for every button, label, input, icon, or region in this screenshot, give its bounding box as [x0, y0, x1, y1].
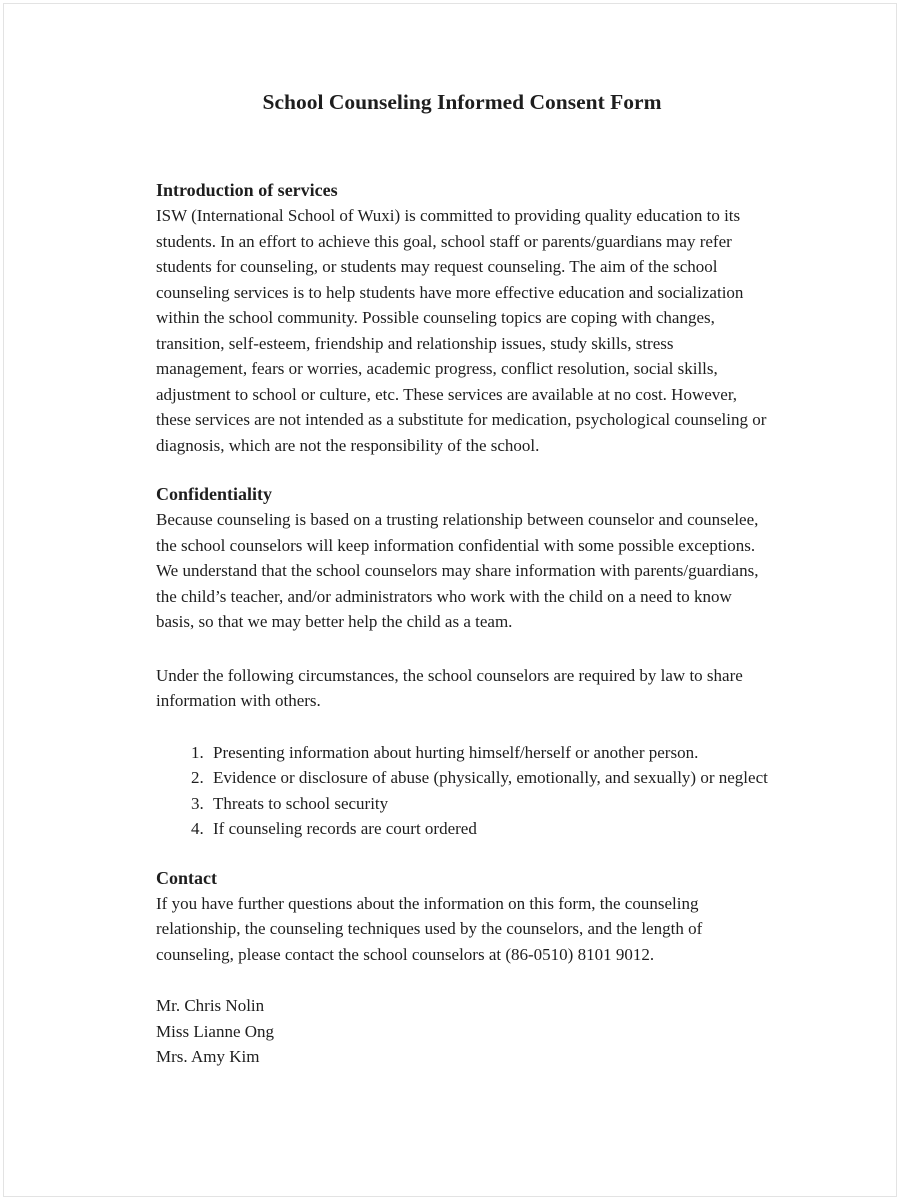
disclosure-circumstances-list: [156, 740, 768, 842]
counselor-name: Mr. Chris Nolin: [156, 996, 265, 1015]
document-title: School Counseling Informed Consent Form: [262, 90, 662, 114]
document-body: [156, 88, 768, 1070]
section-contact: [156, 866, 768, 968]
counselor-names: [156, 993, 768, 1070]
section-confidentiality: [156, 482, 768, 842]
list-item: 4. If counseling records are court ordered: [208, 816, 768, 842]
section-heading-introduction: Introduction of services: [156, 180, 338, 200]
section-heading-confidentiality: Confidentiality: [156, 484, 273, 504]
list-item: 1. Presenting information about hurting himself/herself or another person.: [208, 740, 768, 766]
contact-paragraph: If you have further questions about the information on this form, the counseling relationship, the counseling techniques used by the counselors, and the length of counseling, please contact the school counselors at (86-0510) 8101 9012.: [156, 893, 703, 964]
counselor-name: Miss Lianne Ong: [156, 1021, 275, 1041]
section-introduction: [156, 178, 768, 458]
list-item: 3. Threats to school security: [208, 791, 768, 817]
confidentiality-paragraph: Because counseling is based on a trusting relationship between counselor and counselee, the school counselors will keep information confidential with some possible exceptions. We understand that the school counselors may share information with parents/guardians, the child’s teacher, and/or administrators who work with the child on a need to know basis, so that we may better help the child as a team.: [156, 510, 759, 631]
list-item: 2. Evidence or disclosure of abuse (physically, emotionally, and sexually) or neglect: [208, 765, 768, 791]
disclosure-intro-paragraph: Under the following circumstances, the school counselors are required by law to share information with others.: [156, 665, 743, 710]
counselor-name: Mrs. Amy Kim: [156, 1047, 260, 1066]
section-heading-contact: Contact: [156, 867, 217, 888]
introduction-paragraph: ISW (International School of Wuxi) is committed to providing quality education to its students. In an effort to achieve this goal, school staff or parents/guardians may refer students for counseling, or students may request counseling. The aim of the school counseling services is to help students have more effective education and socialization within the school community. Possible counseling topics are coping with changes, transition, self-esteem, friendship and relationship issues, study skills, stress management, fears or worries, academic progress, conflict resolution, social skills, adjustment to school or culture, etc. These services are available at no cost. However, these services are not intended as a substitute for medication, psychological counseling or diagnosis, which are not the responsibility of the school.: [156, 206, 767, 455]
